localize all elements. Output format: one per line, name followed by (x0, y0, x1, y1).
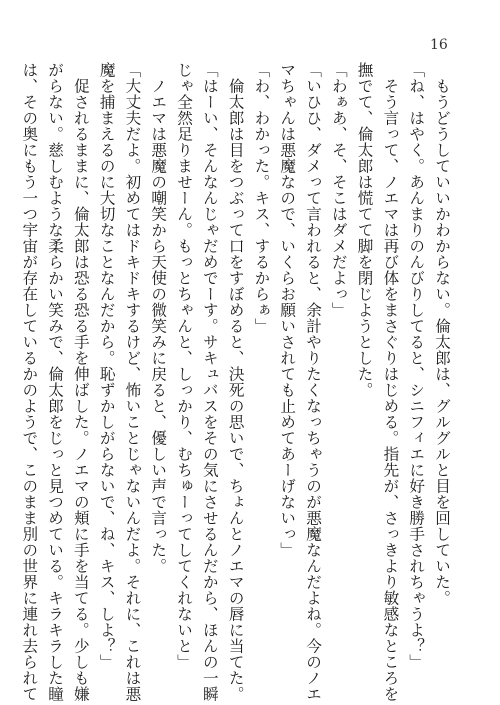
text-line: じゃ全然足りませーん。もっとちゃんと、しっかり、むちゅーってしてくれないと」 (175, 62, 194, 670)
text-line: そう言って、ノエマは再び体をまさぐりはじめる。指先が、さっきより敏感なところを (381, 62, 400, 702)
text-line: 「わ、わかった。キス、するからぁ」 (252, 62, 271, 334)
text-line: 撫でて、倫太郎は慌てて脚を閉じようとした。 (355, 62, 374, 398)
text-line: がらない。慈しむような柔らかい笑みで、倫太郎をじっと見つめている。キラキラした瞳 (46, 62, 65, 702)
page-number: 16 (430, 37, 448, 53)
text-line: 倫太郎は目をつぶって口をすぼめると、決死の思いで、ちょんとノエマの唇に当てた。 (226, 62, 245, 702)
text-line: マちゃんは悪魔なので、いくらお願いされても止めてあーげないっ」 (278, 62, 297, 558)
text-line: 促されるままに、倫太郎は恐る恐る手を伸ばした。ノエマの頬に手を当てる。少しも嫌 (71, 62, 90, 702)
text-line: もうどうしていいかわからない。倫太郎は、グルグルと目を回していた。 (433, 62, 451, 606)
text-line: ノエマは悪魔の嘲笑から天使の微笑みに戻ると、優しい声で言った。 (149, 62, 168, 574)
text-line: 「ね、はやく。あんまりのんびりしてると、シニフィエに好き勝手されちゃうよ？」 (407, 62, 426, 670)
vertical-text-body (20, 62, 454, 702)
text-line: 「いひひ、ダメって言われると、余計やりたくなっちゃうのが悪魔なんだよね。今のノエ (304, 62, 323, 702)
text-line: 「大丈夫だよ。初めてはドキドキするけど、怖いことじゃないんだよ。それに、これは悪 (123, 62, 142, 702)
text-line: 「わぁあ、そ、そこはダメだよっ」 (329, 62, 348, 318)
text-line: 「はーい、そんなんじゃだめでーす。サキュバスをその気にさせるんだから、ほんの一瞬 (200, 62, 219, 702)
text-line: は、その奥にもう一つ宇宙が存在しているかのようで、このまま別の世界に連れ去られて (20, 62, 39, 702)
text-line: 魔を捕まえるのに大切なことなんだから。恥ずかしがらないで、ね、キス、しよ？」 (97, 62, 116, 670)
